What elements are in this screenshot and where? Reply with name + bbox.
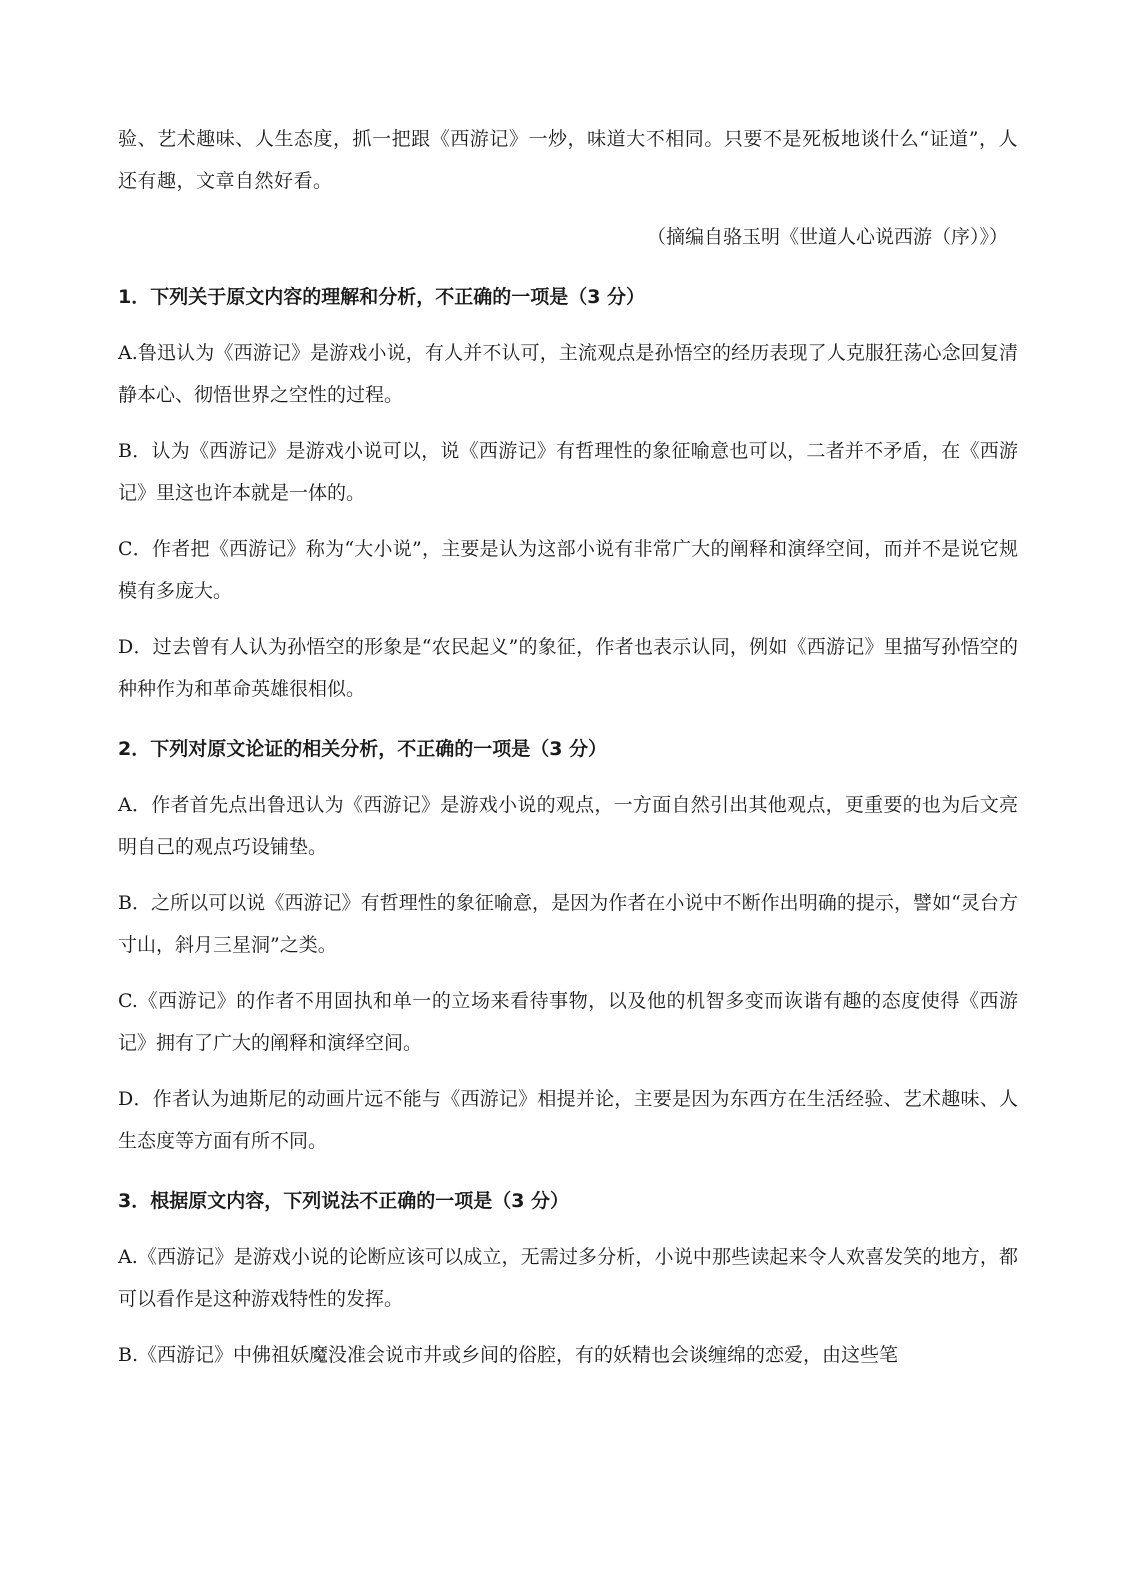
- option-b: B．认为《西游记》是游戏小说可以，说《西游记》有哲理性的象征喻意也可以，二者并不矛盾，在《西游记》里这也许本就是一体的。: [118, 440, 1018, 504]
- option-b: B．之所以可以说《西游记》有哲理性的象征喻意，是因为作者在小说中不断作出明确的提示，譬如“灵台方寸山，斜月三星洞”之类。: [118, 892, 1018, 956]
- option-b: B.《西游记》中佛祖妖魔没准会说市井或乡间的俗腔，有的妖精也会谈缠绵的恋爱，由这些笔: [118, 1344, 899, 1366]
- option-c: C.《西游记》的作者不用固执和单一的立场来看待事物，以及他的机智多变而诙谐有趣的态度使得《西游记》拥有了广大的阐释和演绎空间。: [118, 990, 1018, 1054]
- question-1: [118, 276, 1018, 710]
- continuation-paragraph: 验、艺术趣味、人生态度，抓一把跟《西游记》一炒，味道大不相同。只要不是死板地谈什么“证道”，人还有趣，文章自然好看。: [118, 128, 1018, 192]
- option-a: A.鲁迅认为《西游记》是游戏小说，有人并不认可，主流观点是孙悟空的经历表现了人克服狂荡心念回复清静本心、彻悟世界之空性的过程。: [118, 342, 1018, 406]
- option-a: A.《西游记》是游戏小说的论断应该可以成立，无需过多分析，小说中那些读起来令人欢喜发笑的地方，都可以看作是这种游戏特性的发挥。: [118, 1246, 1018, 1310]
- source-citation: （摘编自骆玉明《世道人心说西游（序）》）: [646, 226, 1008, 248]
- question-title: 1．下列关于原文内容的理解和分析，不正确的一项是（3 分）: [118, 286, 646, 308]
- question-title: 2．下列对原文论证的相关分析，不正确的一项是（3 分）: [118, 738, 608, 760]
- question-title: 3．根据原文内容，下列说法不正确的一项是（3 分）: [118, 1190, 570, 1212]
- question-3: [118, 1180, 1018, 1376]
- option-d: D．过去曾有人认为孙悟空的形象是“农民起义”的象征，作者也表示认同，例如《西游记》里描写孙悟空的种种作为和革命英雄很相似。: [118, 636, 1018, 700]
- question-2: [118, 728, 1018, 1162]
- option-a: A．作者首先点出鲁迅认为《西游记》是游戏小说的观点，一方面自然引出其他观点，更重要的也为后文亮明自己的观点巧设铺垫。: [118, 794, 1018, 858]
- option-c: C．作者把《西游记》称为“大小说”，主要是认为这部小说有非常广大的阐释和演绎空间，而并不是说它规模有多庞大。: [118, 538, 1018, 602]
- document-page: [118, 118, 1018, 1376]
- option-d: D．作者认为迪斯尼的动画片远不能与《西游记》相提并论，主要是因为东西方在生活经验、艺术趣味、人生态度等方面有所不同。: [118, 1088, 1018, 1152]
